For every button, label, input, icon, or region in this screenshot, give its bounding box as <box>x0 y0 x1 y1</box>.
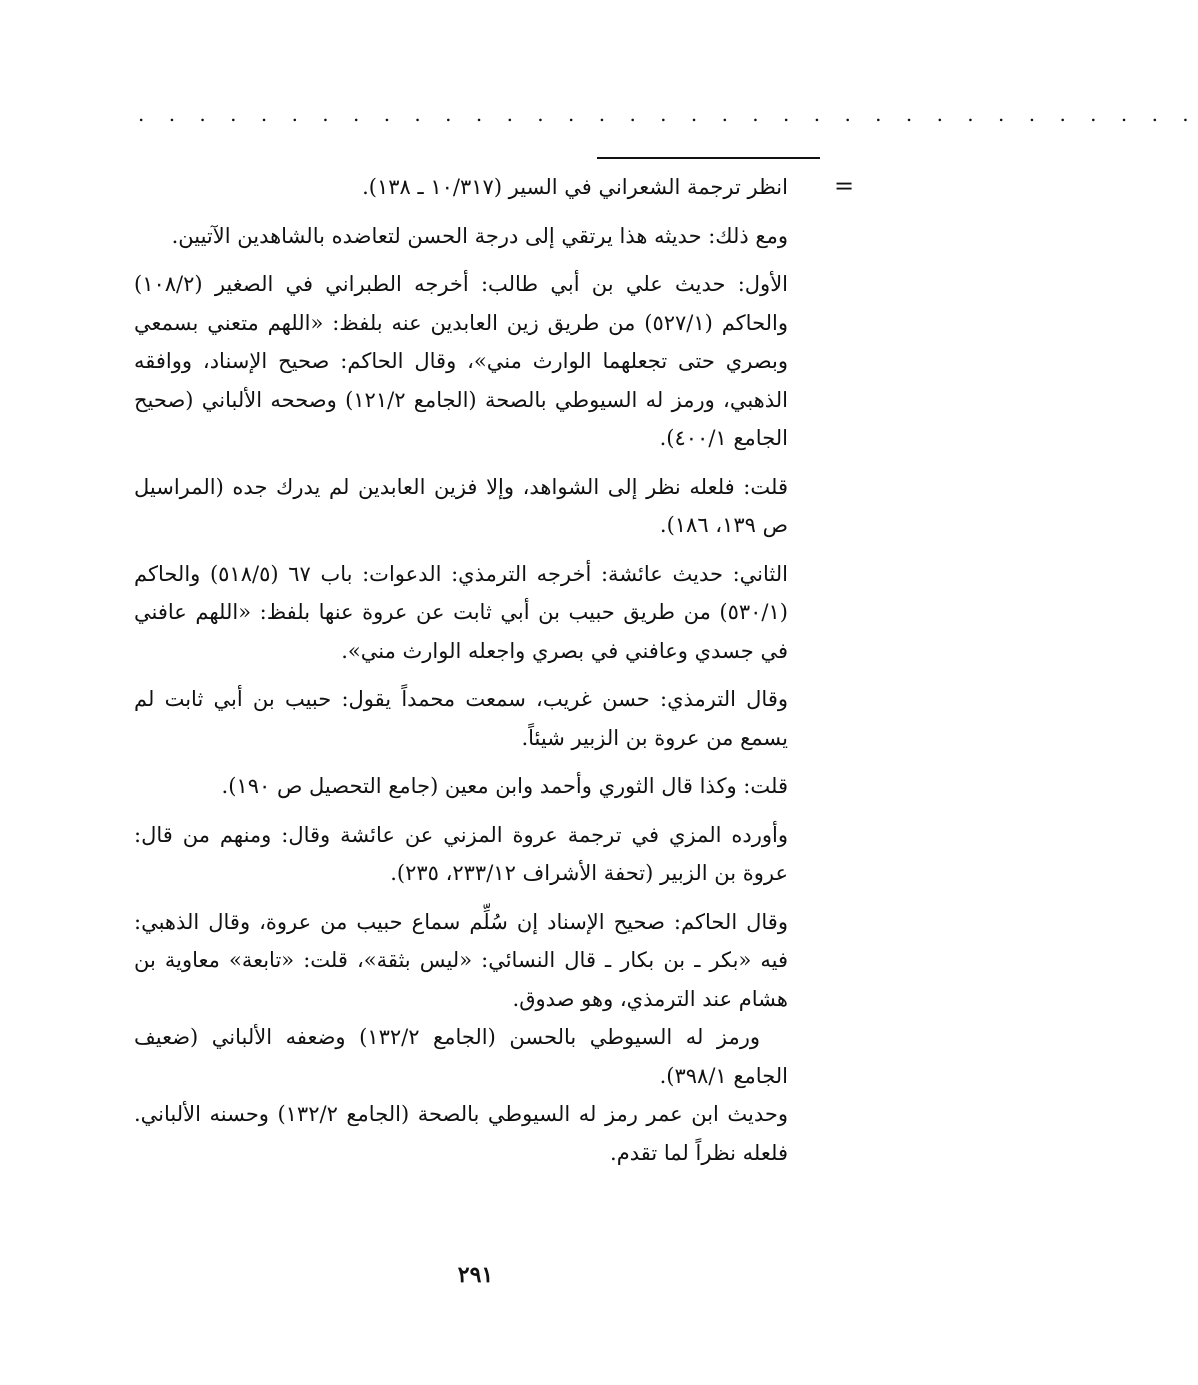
footnote-paragraph: وأورده المزي في ترجمة عروة المزني عن عائشة وقال: ومنهم من قال: عروة بن الزبير (تحفة الأشراف ٢٣٣/١٢، ٢٣٥). <box>134 822 788 885</box>
footnote-paragraph: الأول: حديث علي بن أبي طالب: أخرجه الطبراني في الصغير (١٠٨/٢) والحاكم (٥٢٧/١) من طريق زين العابدين عنه بلفظ: «اللهم متعني بسمعي وبصري حتى تجعلهما الوارث مني»، وقال الحاكم: صحيح الإسناد، ووافقه الذهبي، ورمز له السيوطي بالصحة (الجامع ١٢١/٢) وصححه الألباني (صحيح الجامع ٤٠٠/١). <box>134 272 788 450</box>
footnote-paragraph: قلت: فلعله نظر إلى الشواهد، وإلا فزين العابدين لم يدرك جده (المراسيل ص ١٣٩، ١٨٦). <box>134 474 788 537</box>
footnote-paragraph: وقال الترمذي: حسن غريب، سمعت محمداً يقول: حبيب بن أبي ثابت لم يسمع من عروة بن الزبير شيئاً. <box>134 687 788 750</box>
footnote-paragraph: وقال الحاكم: صحيح الإسناد إن سُلِّم سماع حبيب من عروة، وقال الذهبي: فيه «بكر ـ بن بكار ـ قال النسائي: «ليس بثقة»، قلت: «تابعة» معاوية بن هشام عند الترمذي، وهو صدوق. <box>134 909 788 1011</box>
footnote-paragraph: ومع ذلك: حديثه هذا يرتقي إلى درجة الحسن لتعاضده بالشاهدين الآتيين. <box>171 223 788 248</box>
page-number: ٢٩١ <box>457 1262 494 1288</box>
footnote-rule <box>597 157 820 159</box>
dotted-separator: . . . . . . . . . . . . . . . . . . . . . . . . . . . . . . . . . . . <box>138 102 1198 126</box>
continuation-mark: = <box>834 172 855 200</box>
footnote-paragraph: وحديث ابن عمر رمز له السيوطي بالصحة (الجامع ١٣٢/٢) وحسنه الألباني. فلعله نظراً لما تقدم. <box>134 1102 788 1165</box>
footnote-paragraph: الثاني: حديث عائشة: أخرجه الترمذي: الدعوات: باب ٦٧ (٥١٨/٥) والحاكم (٥٣٠/١) من طريق حبيب بن أبي ثابت عن عروة عنها بلفظ: «اللهم عافني في جسدي وعافني في بصري واجعله الوارث مني». <box>134 561 788 663</box>
footnote-paragraph: قلت: وكذا قال الثوري وأحمد وابن معين (جامع التحصيل ص ١٩٠). <box>221 774 788 798</box>
footnote-body <box>134 168 788 1172</box>
footnote-paragraph: انظر ترجمة الشعراني في السير (١٠/٣١٧ ـ ١٣٨). <box>362 175 788 199</box>
footnote-paragraph: ورمز له السيوطي بالحسن (الجامع ١٣٢/٢) وضعفه الألباني (ضعيف الجامع ٣٩٨/١). <box>134 1025 788 1088</box>
